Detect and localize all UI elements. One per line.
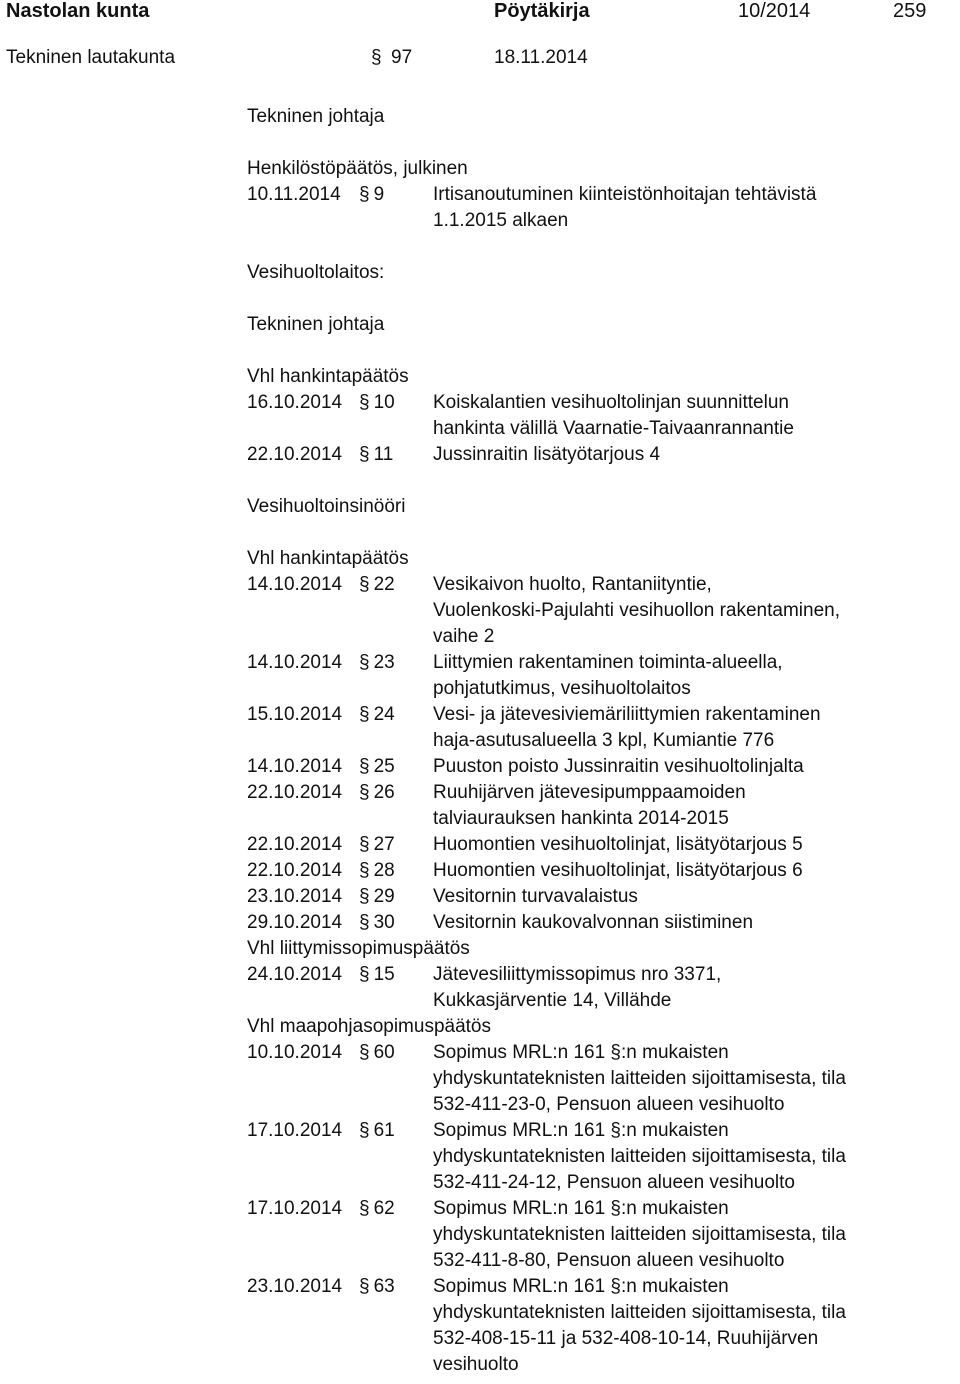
decision-number: 9 xyxy=(373,184,385,205)
decision-description: Huomontien vesihuoltolinjat, lisätyötarjous 6 xyxy=(433,860,803,881)
decision-number-cell xyxy=(359,390,433,442)
decision-description: Koiskalantien vesihuoltolinjan suunnittelun hankinta välillä Vaarnatie-Taivaanrannantie xyxy=(433,392,794,439)
spacer xyxy=(247,130,947,156)
decision-number-cell xyxy=(359,884,433,910)
section-heading: Vesihuoltoinsinööri xyxy=(247,496,406,517)
spacer xyxy=(247,520,947,546)
spacer xyxy=(247,234,947,260)
doc-number: 10/2014 xyxy=(738,0,811,22)
decision-date: 29.10.2014 xyxy=(247,912,343,933)
decision-description: Jussinraitin lisätyötarjous 4 xyxy=(433,444,661,465)
spacer xyxy=(247,468,947,494)
section-symbol: § xyxy=(359,184,370,205)
decision-number: 62 xyxy=(373,1198,395,1219)
decision-number: 10 xyxy=(373,392,395,413)
org-name: Nastolan kunta xyxy=(6,0,150,22)
spacer xyxy=(247,286,947,312)
header-row-1 xyxy=(0,0,960,26)
decision-date: 14.10.2014 xyxy=(247,756,343,777)
decision-entry xyxy=(247,702,947,754)
section-symbol: § xyxy=(359,444,370,465)
decision-date: 23.10.2014 xyxy=(247,886,343,907)
decision-entry xyxy=(247,1196,947,1274)
decision-number: 11 xyxy=(373,444,394,465)
decision-date: 17.10.2014 xyxy=(247,1198,343,1219)
decision-date: 22.10.2014 xyxy=(247,834,343,855)
decision-date: 22.10.2014 xyxy=(247,860,343,881)
spacer xyxy=(247,338,947,364)
decision-entry xyxy=(247,884,947,910)
section-symbol: § xyxy=(359,1198,370,1219)
section-symbol: § xyxy=(359,1276,370,1297)
decision-entry xyxy=(247,754,947,780)
decision-number: 30 xyxy=(373,912,395,933)
section-heading: Vhl hankintapäätös xyxy=(247,548,409,569)
decision-number-cell xyxy=(359,702,433,754)
section-symbol: § xyxy=(359,756,370,777)
decision-entry xyxy=(247,962,947,1014)
section-symbol: § xyxy=(359,782,370,803)
section-heading: Tekninen johtaja xyxy=(247,314,385,335)
decision-number-cell xyxy=(359,780,433,832)
decision-number-cell xyxy=(359,1196,433,1274)
decision-entry xyxy=(247,858,947,884)
decision-description: Ruuhijärven jätevesipumppaamoiden talviaurauksen hankinta 2014-2015 xyxy=(433,782,746,829)
decision-number-cell xyxy=(359,962,433,1014)
section-heading: Henkilöstöpäätös, julkinen xyxy=(247,158,468,179)
decision-number-cell xyxy=(359,910,433,936)
decision-entry xyxy=(247,910,947,936)
section-symbol: § xyxy=(359,392,370,413)
decision-description: Sopimus MRL:n 161 §:n mukaisten yhdyskuntateknisten laitteiden sijoittamisesta, tila 532-411-23-0, Pensuon alueen vesihuolto xyxy=(433,1042,846,1115)
decision-entry xyxy=(247,650,947,702)
decision-number: 27 xyxy=(373,834,395,855)
meeting-date: 18.11.2014 xyxy=(494,47,588,68)
decision-date: 17.10.2014 xyxy=(247,1120,343,1141)
decision-number: 23 xyxy=(373,652,395,673)
header-row-2 xyxy=(0,47,960,73)
decision-description: Irtisanoutuminen kiinteistönhoitajan tehtävistä 1.1.2015 alkaen xyxy=(433,184,817,231)
committee-name: Tekninen lautakunta xyxy=(6,47,176,68)
decision-date: 22.10.2014 xyxy=(247,444,343,465)
section-symbol: § xyxy=(371,47,382,68)
decision-number: 15 xyxy=(373,964,395,985)
section-symbol: § xyxy=(359,1120,370,1141)
decision-entry xyxy=(247,442,947,468)
decision-entry xyxy=(247,1118,947,1196)
page-number: 259 xyxy=(893,0,927,22)
decision-number-cell xyxy=(359,650,433,702)
decision-description: Liittymien rakentaminen toiminta-alueella, pohjatutkimus, vesihuoltolaitos xyxy=(433,652,783,699)
section-heading: Vhl maapohjasopimuspäätös xyxy=(247,1016,491,1037)
decision-description: Huomontien vesihuoltolinjat, lisätyötarjous 5 xyxy=(433,834,803,855)
section-heading: Vhl hankintapäätös xyxy=(247,366,409,387)
section-symbol: § xyxy=(359,574,370,595)
decision-number: 24 xyxy=(373,704,395,725)
section-heading: Vesihuoltolaitos: xyxy=(247,262,385,283)
decision-number: 25 xyxy=(373,756,395,777)
decision-number: 29 xyxy=(373,886,395,907)
decision-description: Jätevesiliittymissopimus nro 3371, Kukkasjärventie 14, Villähde xyxy=(433,964,722,1011)
decision-number-cell xyxy=(359,442,433,468)
decision-date: 22.10.2014 xyxy=(247,782,343,803)
decision-entry xyxy=(247,832,947,858)
decision-description: Puuston poisto Jussinraitin vesihuoltolinjalta xyxy=(433,756,804,777)
decision-number: 28 xyxy=(373,860,395,881)
decision-number: 63 xyxy=(373,1276,395,1297)
section-symbol: § xyxy=(359,912,370,933)
decision-date: 14.10.2014 xyxy=(247,574,343,595)
section-heading: Vhl liittymissopimuspäätös xyxy=(247,938,470,959)
decision-date: 15.10.2014 xyxy=(247,704,343,725)
section-heading: Tekninen johtaja xyxy=(247,106,385,127)
section-number: 97 xyxy=(391,47,413,68)
decision-number: 60 xyxy=(373,1042,395,1063)
decision-number-cell xyxy=(359,572,433,650)
decision-number-cell xyxy=(359,1040,433,1118)
decision-description: Vesitornin kaukovalvonnan siistiminen xyxy=(433,912,754,933)
section-symbol: § xyxy=(359,652,370,673)
decision-description: Vesitornin turvavalaistus xyxy=(433,886,638,907)
decision-number-cell xyxy=(359,182,433,234)
decision-number-cell xyxy=(359,1118,433,1196)
decision-number: 22 xyxy=(373,574,395,595)
decision-date: 16.10.2014 xyxy=(247,392,343,413)
decision-description: Sopimus MRL:n 161 §:n mukaisten yhdyskuntateknisten laitteiden sijoittamisesta, tila 532-411-8-80, Pensuon alueen vesihuolto xyxy=(433,1198,846,1271)
decision-number: 61 xyxy=(373,1120,395,1141)
decision-number-cell xyxy=(359,754,433,780)
decision-entry xyxy=(247,1274,947,1378)
decision-date: 14.10.2014 xyxy=(247,652,343,673)
section-symbol: § xyxy=(359,704,370,725)
decision-entry xyxy=(247,182,947,234)
decision-number-cell xyxy=(359,1274,433,1378)
decision-date: 24.10.2014 xyxy=(247,964,343,985)
decision-description: Sopimus MRL:n 161 §:n mukaisten yhdyskuntateknisten laitteiden sijoittamisesta, tila 532-408-15-11 ja 532-408-10-14, Ruuhijärven vesihuolto xyxy=(433,1276,846,1375)
decision-description: Vesi- ja jätevesiviemäriliittymien rakentaminen haja-asutusalueella 3 kpl, Kumiantie 776 xyxy=(433,704,821,751)
decision-description: Sopimus MRL:n 161 §:n mukaisten yhdyskuntateknisten laitteiden sijoittamisesta, tila 532-411-24-12, Pensuon alueen vesihuolto xyxy=(433,1120,846,1193)
section-symbol: § xyxy=(359,860,370,881)
decision-entry xyxy=(247,780,947,832)
decision-entry xyxy=(247,390,947,442)
decision-entry xyxy=(247,1040,947,1118)
decision-number-cell xyxy=(359,858,433,884)
decision-date: 10.11.2014 xyxy=(247,184,341,205)
decision-entry xyxy=(247,572,947,650)
section-symbol: § xyxy=(359,1042,370,1063)
section-symbol: § xyxy=(359,964,370,985)
section-symbol: § xyxy=(359,886,370,907)
section-symbol: § xyxy=(359,834,370,855)
decision-date: 10.10.2014 xyxy=(247,1042,343,1063)
decision-number-cell xyxy=(359,832,433,858)
decision-number: 26 xyxy=(373,782,395,803)
decision-date: 23.10.2014 xyxy=(247,1276,343,1297)
decision-list xyxy=(247,104,947,1378)
doc-type: Pöytäkirja xyxy=(494,0,590,22)
decision-description: Vesikaivon huolto, Rantaniityntie, Vuolenkoski-Pajulahti vesihuollon rakentaminen, vaihe 2 xyxy=(433,574,840,647)
